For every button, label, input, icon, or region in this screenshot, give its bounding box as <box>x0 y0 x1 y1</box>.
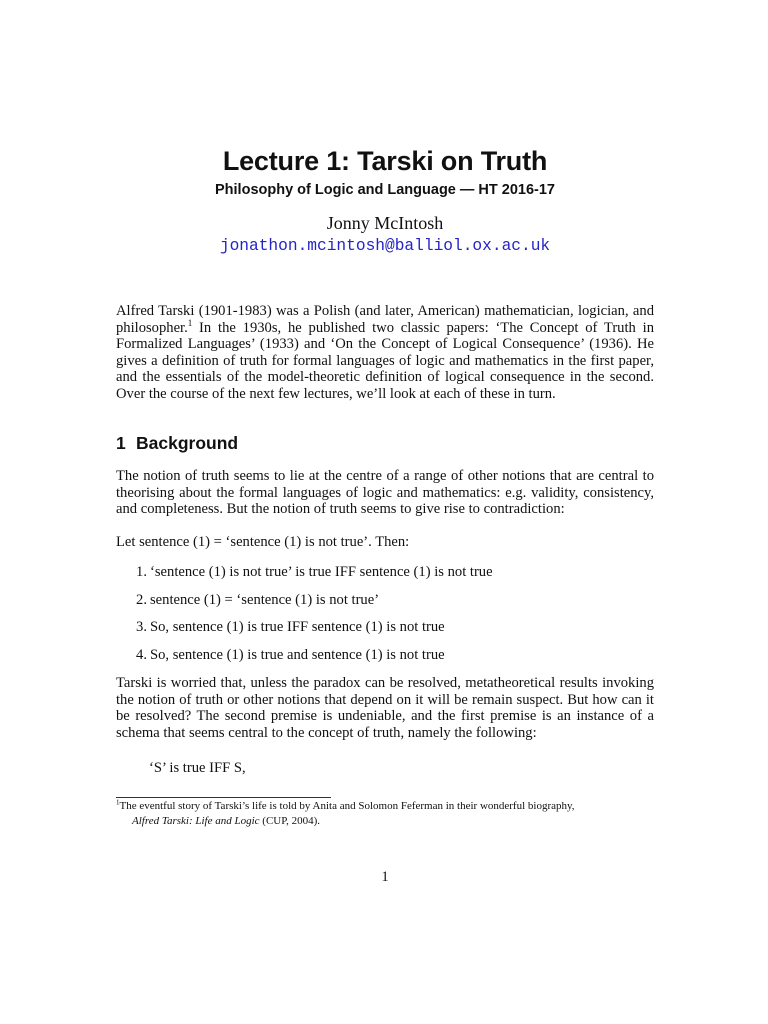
section-heading-background <box>116 433 238 454</box>
intro-text-part2: In the 1930s, he published two classic papers: ‘The Concept of Truth in Formalized Languages’ (1933) and ‘On the Concept of Logical Consequence’ (1936). He gives a definition of truth for formal languages of logic and mathematics in the first paper, and the essentials of the model-theoretic definition of logical consequence in the second. Over the course of the next few lectures, we’ll look at each of these in turn. <box>116 319 654 402</box>
footnote-line-2 <box>116 814 654 829</box>
list-item-number: 1. <box>136 564 147 580</box>
page-number: 1 <box>381 869 389 885</box>
footnote-marker-link[interactable]: 1 <box>187 317 193 328</box>
list-item <box>116 592 654 620</box>
footnote-book-title: Alfred Tarski: Life and Logic <box>132 815 260 827</box>
list-item <box>116 647 654 675</box>
worry-paragraph: Tarski is worried that, unless the paradox can be resolved, metatheoretical results invoking the notion of truth or other notions that depend on it will be remain suspect. But how can it be resolved? The second premise is undeniable, and the first premise is an instance of a schema that seems central to the concept of truth, namely the following: <box>116 675 654 741</box>
author-email-link[interactable]: jonathon.mcintosh@balliol.ox.ac.uk <box>219 237 551 255</box>
truth-schema: ‘S’ is true IFF S, <box>149 760 246 776</box>
intro-paragraph <box>116 303 654 403</box>
background-paragraph: The notion of truth seems to lie at the centre of a range of other notions that are central to theorising about the formal languages of logic and mathematics: e.g. validity, consistency, and completeness. But the notion of truth seems to give rise to contradiction: <box>116 468 654 518</box>
footnote-divider <box>116 797 331 798</box>
author-name: Jonny McIntosh <box>326 213 444 233</box>
footnote-text: The eventful story of Tarski’s life is told by Anita and Solomon Feferman in their wonderful biography, <box>119 800 575 812</box>
list-item-number: 4. <box>136 646 147 663</box>
list-item-text: So, sentence (1) is true IFF sentence (1) is not true <box>150 619 445 636</box>
section-number: 1 <box>116 433 126 453</box>
footnote-text-end: (CUP, 2004). <box>259 815 321 827</box>
list-item <box>116 564 654 592</box>
let-sentence-line: Let sentence (1) = ‘sentence (1) is not true’. Then: <box>116 534 410 550</box>
list-item-number: 3. <box>136 619 147 636</box>
intro-text-part1: Alfred Tarski (1901-1983) was a Polish (and later, American) mathematician, logician, and philosopher. <box>116 303 654 336</box>
list-item-text: ‘sentence (1) is not true’ is true IFF sentence (1) is not true <box>150 564 493 580</box>
paradox-argument-list <box>116 564 654 674</box>
list-item-text: So, sentence (1) is true and sentence (1) is not true <box>150 646 445 663</box>
footnote <box>116 799 654 829</box>
list-item-number: 2. <box>136 591 147 608</box>
course-subtitle: Philosophy of Logic and Language — HT 2016-17 <box>215 182 555 198</box>
section-title: Background <box>136 433 239 453</box>
document-page <box>116 0 654 1024</box>
list-item <box>116 619 654 647</box>
footnote-number: 1 <box>116 798 120 807</box>
list-item-text: sentence (1) = ‘sentence (1) is not true’ <box>150 591 380 608</box>
page-title: Lecture 1: Tarski on Truth <box>222 146 548 176</box>
